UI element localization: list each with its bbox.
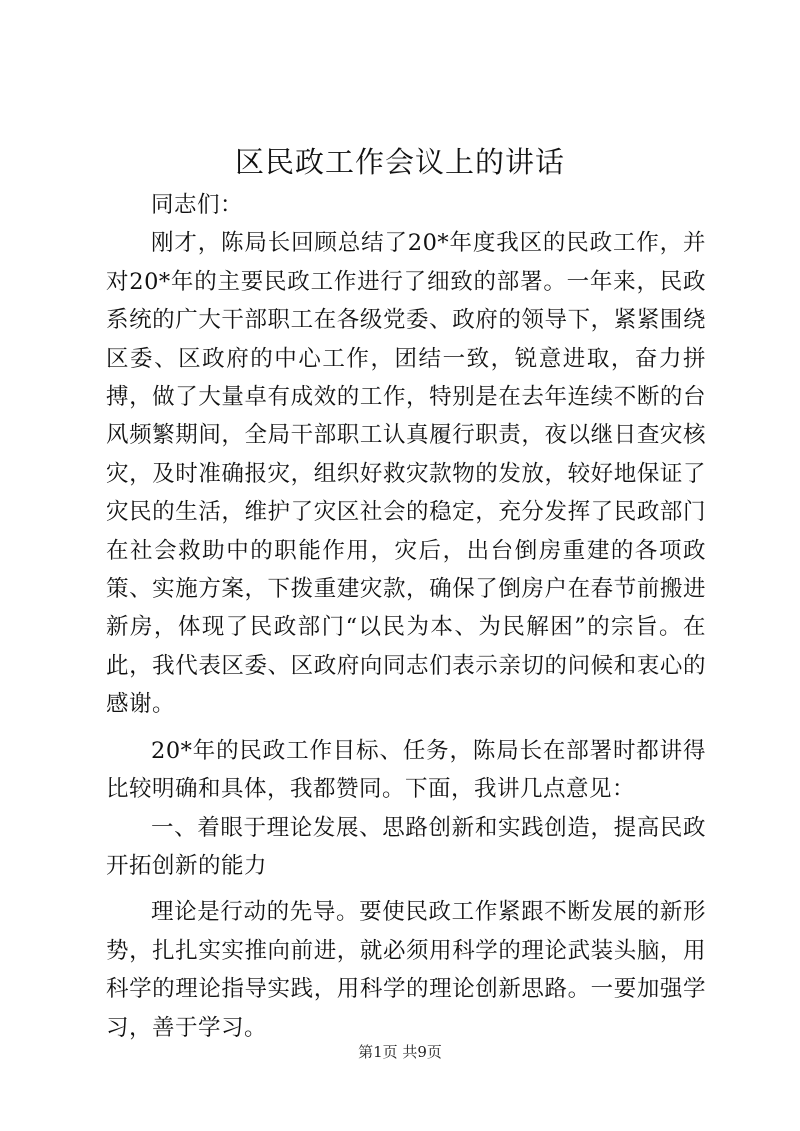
body-paragraph-1: 刚才，陈局长回顾总结了20*年度我区的民政工作，并对20*年的主要民政工作进行了细致的部署。一年来，民政系统的广大干部职工在各级党委、政府的领导下，紧紧围绕区委、区政府的中心工作，团结一致，锐意进取，奋力拼搏，做了大量卓有成效的工作，特别是在去年连续不断的台风频繁期间，全局干部职工认真履行职责，夜以继日查灾核灾，及时准确报灾，组织好救灾款物的发放，较好地保证了灾民的生活，维护了灾区社会的稳定，充分发挥了民政部门在社会救助中的职能作用，灾后，出台倒房重建的各项政策、实施方案，下拨重建灾款，确保了倒房户在春节前搬进新房，体现了民政部门“以民为本、为民解困”的宗旨。在此，我代表区委、区政府向同志们表示亲切的问候和衷心的感谢。 [106, 230, 706, 718]
document-title: 区民政工作会议上的讲话 [234, 145, 565, 179]
document-body [106, 186, 706, 1047]
body-paragraph-2: 20*年的民政工作目标、任务，陈局长在部署时都讲得比较明确和具体，我都赞同。下面，我讲几点意见： [106, 737, 706, 803]
greeting-paragraph: 同志们： [151, 192, 244, 218]
page-footer: 第1页 共9页 [358, 1043, 442, 1061]
body-paragraph-3: 理论是行动的先导。要使民政工作紧跟不断发展的新形势，扎扎实实推向前进，就必须用科学的理论武装头脑，用科学的理论指导实践，用科学的理论创新思路。一要加强学习，善于学习。 [106, 899, 706, 1041]
section-heading-1: 一、着眼于理论发展、思路创新和实践创造，提高民政开拓创新的能力 [106, 814, 706, 879]
